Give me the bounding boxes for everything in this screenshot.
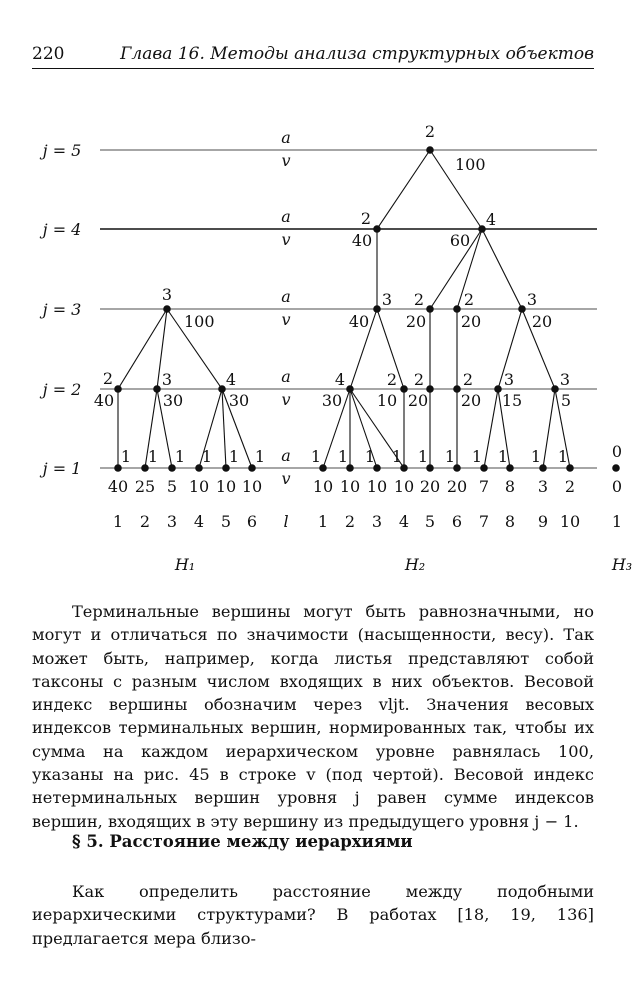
h1-leaf-a-3: 1: [174, 447, 186, 466]
h2-l3c-a: 2: [463, 290, 475, 309]
h2-edge-4b-3d: [482, 229, 522, 309]
h2-leaf-a-9: 1: [530, 447, 542, 466]
h1-n3-v: 100: [184, 312, 215, 331]
h2-edge-2-leaf-7: [484, 389, 498, 468]
row-a-label-j1: a: [281, 446, 291, 465]
h1-edge-c2: [222, 389, 226, 468]
row-a-label-j2: a: [281, 367, 291, 386]
h1-leaf-weight-3: 5: [166, 477, 178, 496]
h3-leaf-a: 0: [611, 442, 623, 461]
level-label-j1: j = 1: [42, 459, 82, 478]
h2-l2f-a: 3: [559, 370, 571, 389]
h1-leaf-number-6: 6: [246, 512, 258, 531]
h2-l4b-a: 4: [485, 210, 497, 229]
h3-leaf-v: 0: [611, 477, 623, 496]
h1-leaf-number-2: 2: [139, 512, 151, 531]
h2-node-0: [426, 146, 434, 154]
h1-leaf-number-3: 3: [166, 512, 178, 531]
h1-leaf-number-4: 4: [193, 512, 205, 531]
h2-leaf-weight-8: 8: [504, 477, 516, 496]
hierarchy-label-h2: H₂: [404, 555, 426, 574]
h2-leaf-a-5: 1: [417, 447, 429, 466]
h2-l2c-a: 2: [413, 370, 425, 389]
h2-leaf-a-4: 1: [391, 447, 403, 466]
h2-leaf-number-4: 4: [398, 512, 410, 531]
h1-node-level2-2: [218, 385, 226, 393]
h2-leaf-number-8: 8: [504, 512, 516, 531]
chapter-title: Глава 16. Методы анализа структурных объектов: [120, 44, 594, 64]
h2-leaf-number-10: 10: [559, 512, 581, 531]
h2-node-level2-0: [346, 385, 354, 393]
h2-l3c-v: 20: [460, 312, 482, 331]
running-header: [32, 44, 594, 68]
h1-leaf-weight-1: 40: [107, 477, 129, 496]
h2-node-3: [373, 305, 381, 313]
h2-node-2: [478, 225, 486, 233]
row-a-label-j4: a: [281, 207, 291, 226]
hierarchy-figure: [0, 100, 644, 600]
h2-leaf-a-8: 1: [497, 447, 509, 466]
row-v-label-j4: v: [281, 230, 291, 249]
h1-leaf-weight-4: 10: [188, 477, 210, 496]
h1-l2c-a: 4: [225, 370, 237, 389]
h2-l3a-v: 40: [348, 312, 370, 331]
h2-node-6: [518, 305, 526, 313]
h2-top-a: 2: [424, 122, 436, 141]
h1-node-level2-0: [114, 385, 122, 393]
h2-leaf-number-7: 7: [478, 512, 490, 531]
hierarchy-label-h3: H₃: [611, 555, 633, 574]
h2-leaf-a-10: 1: [557, 447, 569, 466]
h2-leaf-weight-6: 20: [446, 477, 468, 496]
h1-leaf-number-5: 5: [220, 512, 232, 531]
h2-leaf-number-1: 1: [317, 512, 329, 531]
h2-leaf-weight-9: 3: [537, 477, 549, 496]
level-label-j2: j = 2: [42, 380, 82, 399]
h2-edge-top-4a: [377, 150, 430, 229]
h2-node-4: [426, 305, 434, 313]
header-rule: [32, 68, 594, 69]
h2-l3d-v: 20: [531, 312, 553, 331]
h1-n3-a: 3: [161, 285, 173, 304]
h2-l3b-a: 2: [413, 290, 425, 309]
h1-node-level3: [163, 305, 171, 313]
h2-leaf-number-5: 5: [424, 512, 436, 531]
h2-l4a-v: 40: [351, 231, 373, 250]
h2-node-5: [453, 305, 461, 313]
h2-top-v: 100: [455, 155, 486, 174]
paragraph-terminal-weights: Терминальные вершины могут быть равнозначными, но могут и отличаться по значимости (насыщенности, весу). Так может быть, например, когда листья представляют собой таксоны с разным числом входящих в них объектов. Весовой индекс вершины обозначим через vljt. Значения весовых индексов терминальных вершин, нормированных так, чтобы их сумма на каждом иерархическом уровне равнялась 100, указаны на рис. 45 в строке v (под чертой). Весовой индекс нетерминальных вершин уровня j равен сумме индексов вершин, входящих в эту вершину из предыдущего уровня j − 1.: [32, 602, 594, 831]
h2-l2c-v: 20: [407, 391, 429, 410]
h3-leaf-1: [612, 464, 620, 472]
h2-l2b-a: 2: [386, 370, 398, 389]
h1-l2b-v: 30: [162, 391, 184, 410]
h2-node-level2-5: [551, 385, 559, 393]
h2-l2a-a: 4: [334, 370, 346, 389]
row-a-label-j3: a: [281, 287, 291, 306]
section-heading: § 5. Расстояние между иерархиями: [72, 832, 413, 851]
h2-leaf-a-6: 1: [444, 447, 456, 466]
h2-node-level2-3: [453, 385, 461, 393]
leaves-row-label: l: [283, 512, 289, 531]
h2-node-level2-4: [494, 385, 502, 393]
row-v-label-j5: v: [281, 151, 291, 170]
h2-l2e-v: 15: [501, 391, 523, 410]
h2-l2f-v: 5: [560, 391, 572, 410]
h2-node-1: [373, 225, 381, 233]
h2-leaf-weight-7: 7: [478, 477, 490, 496]
h2-leaf-a-3: 1: [364, 447, 376, 466]
h3-leaf-number-1: 1: [611, 512, 623, 531]
h1-leaf-number-1: 1: [112, 512, 124, 531]
h1-leaf-a-1: 1: [120, 447, 132, 466]
row-v-label-j3: v: [281, 310, 291, 329]
h2-leaf-weight-4: 10: [393, 477, 415, 496]
h1-leaf-a-5: 1: [228, 447, 240, 466]
h2-node-level2-1: [400, 385, 408, 393]
row-v-label-j2: v: [281, 390, 291, 409]
h1-node-level2-1: [153, 385, 161, 393]
h2-l2d-v: 20: [460, 391, 482, 410]
h1-l2b-a: 3: [161, 370, 173, 389]
h1-leaf-a-6: 1: [254, 447, 266, 466]
h2-l2e-a: 3: [503, 370, 515, 389]
row-a-label-j5: a: [281, 128, 291, 147]
h1-l2a-a: 2: [102, 369, 114, 388]
h1-l2a-v: 40: [93, 391, 115, 410]
h2-leaf-weight-10: 2: [564, 477, 576, 496]
h2-l3d-a: 3: [526, 290, 538, 309]
h2-leaf-number-3: 3: [371, 512, 383, 531]
h1-edge-n3-0: [118, 309, 167, 389]
h2-leaf-a-7: 1: [471, 447, 483, 466]
h2-leaf-a-1: 1: [310, 447, 322, 466]
h2-leaf-number-6: 6: [451, 512, 463, 531]
h2-leaf-a-2: 1: [337, 447, 349, 466]
h1-leaf-weight-5: 10: [215, 477, 237, 496]
h2-leaf-number-9: 9: [537, 512, 549, 531]
row-v-label-j1: v: [281, 469, 291, 488]
h2-leaf-weight-1: 10: [312, 477, 334, 496]
hierarchy-label-h1: H₁: [174, 555, 196, 574]
page-number: 220: [32, 44, 65, 64]
h2-leaf-weight-5: 20: [419, 477, 441, 496]
h1-l2c-v: 30: [228, 391, 250, 410]
h1-leaf-a-4: 1: [201, 447, 213, 466]
h2-edge-2-leaf-9: [543, 389, 555, 468]
h1-leaf-a-2: 1: [147, 447, 159, 466]
h1-leaf-weight-2: 25: [134, 477, 156, 496]
level-label-j4: j = 4: [42, 220, 82, 239]
h2-l2d-a: 2: [462, 370, 474, 389]
paragraph-distance: Как определить расстояние между подобными иерархическими структурами? В работах [18, 19, 136] предлагается мера близо-: [32, 882, 594, 948]
level-label-j3: j = 3: [42, 300, 82, 319]
h2-l2a-v: 30: [321, 391, 343, 410]
h2-leaf-weight-3: 10: [366, 477, 388, 496]
h2-leaf-number-2: 2: [344, 512, 356, 531]
level-label-j5: j = 5: [42, 141, 82, 160]
h2-l4b-v: 60: [449, 231, 471, 250]
h2-leaf-weight-2: 10: [339, 477, 361, 496]
h1-leaf-weight-6: 10: [241, 477, 263, 496]
h2-l4a-a: 2: [360, 209, 372, 228]
h2-l3b-v: 20: [405, 312, 427, 331]
h2-l3a-a: 3: [381, 290, 393, 309]
h2-l2b-v: 10: [376, 391, 398, 410]
